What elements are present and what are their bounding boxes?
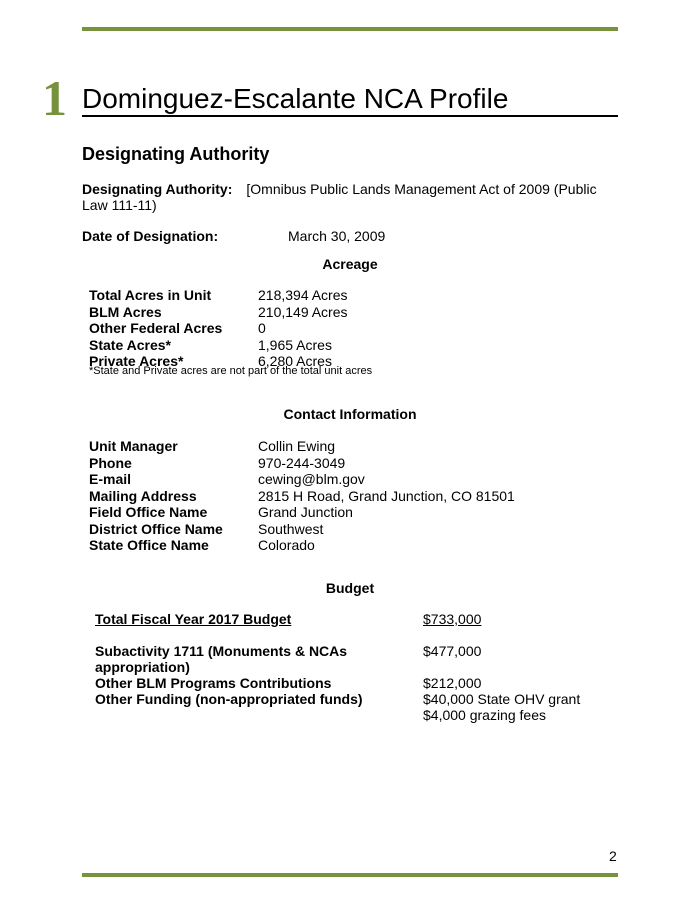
contact-value: Collin Ewing (258, 438, 336, 454)
contact-row (89, 504, 515, 521)
budget-heading: Budget (325, 580, 375, 596)
acreage-value: 210,149 Acres (258, 303, 348, 320)
acreage-table (89, 287, 348, 370)
acreage-label: Private Acres* (89, 353, 184, 369)
acreage-heading: Acreage (322, 256, 378, 272)
contact-row (89, 455, 515, 472)
chapter-number: 1 (42, 70, 67, 126)
acreage-row (89, 304, 348, 321)
contact-table (89, 438, 515, 554)
acreage-value: 6,280 Acres (258, 353, 332, 369)
acreage-row (89, 337, 348, 354)
contact-value: Colorado (258, 537, 315, 553)
contact-row (89, 537, 515, 554)
page-title: Dominguez-Escalante NCA Profile (82, 83, 509, 114)
acreage-footnote: *State and Private acres are not part of the total unit acres (89, 365, 373, 377)
budget-subactivity-label: Subactivity 1711 (Monuments & NCAs appropriation) (95, 643, 348, 675)
contact-row (89, 521, 515, 538)
contact-value: Grand Junction (258, 504, 353, 520)
budget-row (95, 643, 580, 675)
acreage-value: 218,394 Acres (258, 287, 348, 303)
budget-other-blm-value: $212,000 (423, 675, 482, 691)
budget-row (95, 691, 580, 723)
authority-label: Designating Authority: (82, 181, 233, 197)
acreage-value: 0 (258, 320, 266, 336)
budget-other-funding-values (423, 691, 580, 723)
contact-row (89, 438, 515, 455)
contact-label: District Office Name (89, 520, 223, 537)
page-number: 2 (609, 848, 617, 864)
contact-label: State Office Name (89, 537, 209, 553)
designation-date-label: Date of Designation: (82, 228, 219, 244)
contact-label: Mailing Address (89, 487, 197, 504)
title-underline (82, 115, 618, 117)
budget-total-label: Total Fiscal Year 2017 Budget (95, 611, 292, 627)
contact-row (89, 471, 515, 488)
acreage-row (89, 287, 348, 304)
designating-authority-heading: Designating Authority (82, 144, 270, 164)
budget-other-funding-value: $4,000 grazing fees (423, 707, 546, 723)
contact-label: Phone (89, 454, 132, 471)
budget-total-value: $733,000 (423, 611, 482, 627)
budget-other-blm-label: Other BLM Programs Contributions (95, 675, 332, 691)
contact-label: E-mail (89, 471, 132, 487)
acreage-label: Total Acres in Unit (89, 287, 212, 303)
budget-subactivity-value: $477,000 (423, 643, 482, 659)
contact-heading: Contact Information (283, 406, 417, 422)
top-rule (82, 27, 618, 31)
acreage-row (89, 320, 348, 337)
budget-total-row (95, 611, 580, 627)
contact-email: cewing@blm.gov (258, 471, 365, 487)
contact-row (89, 488, 515, 505)
acreage-label: Other Federal Acres (89, 320, 223, 336)
designation-date-value: March 30, 2009 (288, 228, 386, 244)
acreage-value: 1,965 Acres (258, 336, 332, 353)
acreage-label: State Acres* (89, 336, 171, 353)
designating-authority-paragraph (82, 181, 612, 213)
contact-label: Unit Manager (89, 438, 178, 454)
bottom-rule (82, 873, 618, 877)
budget-row (95, 675, 580, 691)
contact-value: 2815 H Road, Grand Junction, CO 81501 (258, 487, 515, 504)
acreage-label: BLM Acres (89, 303, 162, 320)
contact-label: Field Office Name (89, 504, 208, 520)
contact-value: 970-244-3049 (258, 454, 346, 471)
budget-other-funding-label: Other Funding (non-appropriated funds) (95, 691, 363, 707)
budget-table (95, 611, 580, 723)
budget-other-funding-value: $40,000 State OHV grant (423, 691, 581, 707)
contact-value: Southwest (258, 520, 324, 537)
authority-value: [Omnibus Public Lands Management Act of 2009 (Public Law 111-11) (82, 181, 597, 213)
